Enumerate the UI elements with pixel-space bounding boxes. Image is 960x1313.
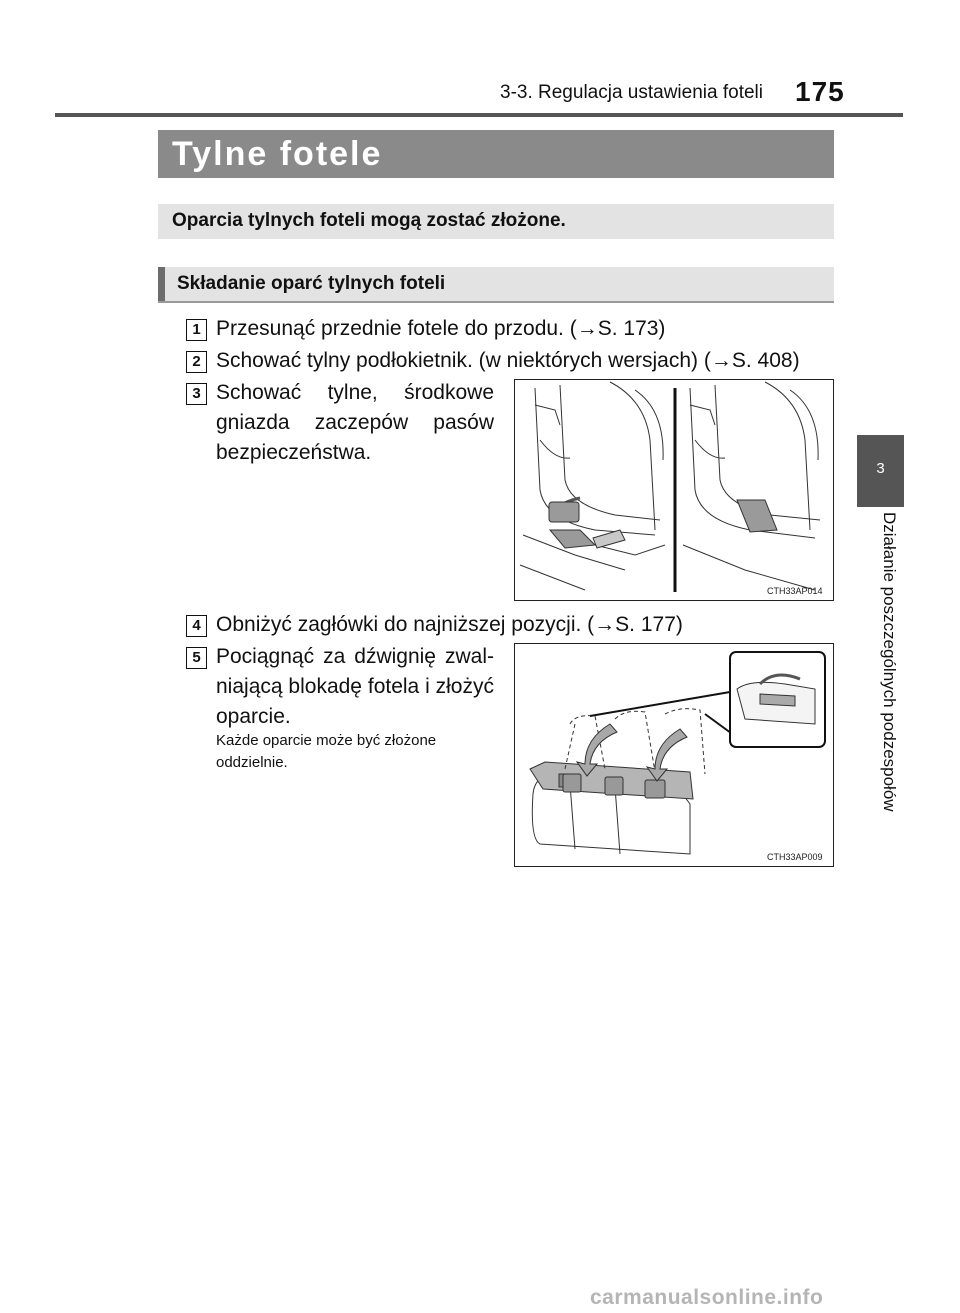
step-number-5: 5 — [186, 647, 207, 669]
subsection-title: Składanie oparć tylnych foteli — [177, 273, 446, 294]
figure-folding-seatbacks — [514, 643, 834, 867]
summary-text: Oparcia tylnych foteli mogą zostać złożone. — [172, 210, 566, 231]
summary-bar — [158, 204, 834, 239]
step-text-2: Schować tylny podłokietnik. (w niektórych wersjach) (→S. 408) — [216, 349, 800, 372]
figure-seatbelt-buckles — [514, 379, 834, 601]
step-number-4: 4 — [186, 615, 207, 637]
step-text-4: Obniżyć zagłówki do najniższej pozycji. (→S. 177) — [216, 613, 683, 636]
step-number-2: 2 — [186, 351, 207, 373]
step-number-3: 3 — [186, 383, 207, 405]
header-section-title: 3-3. Regulacja ustawienia foteli — [500, 82, 763, 103]
subsection-bar — [158, 267, 834, 301]
step-text-1: Przesunąć przednie fotele do przodu. (→S. 173) — [216, 317, 666, 340]
subsection-accent — [158, 267, 165, 301]
step-text-3: Schować tylne, środkowe gniazda zaczepów pasów bezpieczeństwa. — [216, 381, 494, 464]
page-number: 175 — [795, 76, 845, 107]
folding-seatback-illustration — [515, 644, 833, 866]
seatbelt-buckle-illustration — [515, 380, 833, 600]
page-title: Tylne fotele — [172, 135, 383, 173]
chapter-label: Działanie poszczególnych podzespołów — [880, 512, 899, 812]
chapter-number: 3 — [876, 460, 885, 477]
subsection-rule — [158, 301, 834, 303]
title-bar — [158, 130, 834, 178]
chapter-tab — [857, 435, 904, 507]
step-text-5: Pociągnąć za dźwignię zwal-niającą blokadę fotela i złożyć oparcie. — [216, 645, 494, 728]
figure-code-1: CTH33AP014 — [767, 586, 823, 596]
step-note: Każde oparcie może być złożone oddzielnie. — [216, 732, 437, 771]
footer-watermark: carmanualsonline.info — [590, 1286, 824, 1309]
figure-code-2: CTH33AP009 — [767, 852, 823, 862]
header-rule — [55, 113, 903, 117]
step-number-1: 1 — [186, 319, 207, 341]
